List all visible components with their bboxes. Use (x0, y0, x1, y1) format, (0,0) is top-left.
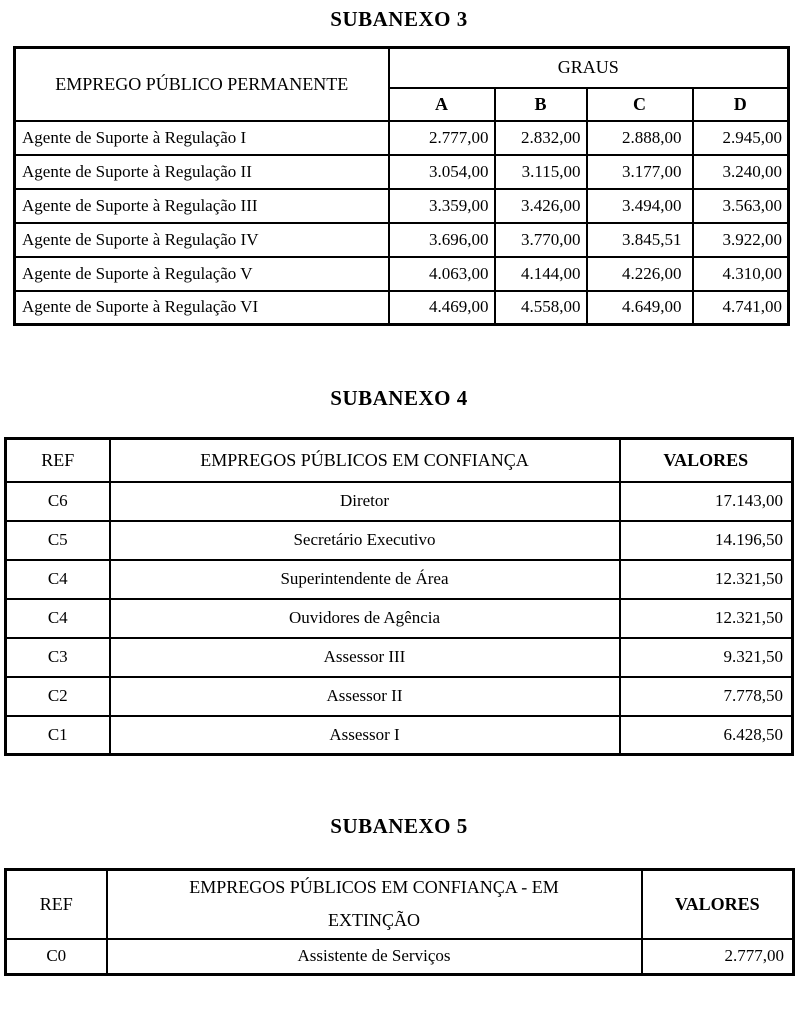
job-title-cell: Agente de Suporte à Regulação III (15, 189, 389, 223)
table-row (6, 677, 793, 716)
value-cell: 2.888,00 (587, 121, 693, 155)
table-header-row (6, 870, 794, 939)
ref-cell: C6 (6, 482, 110, 521)
value-cell: 3.922,00 (693, 223, 789, 257)
job-title-cell: Agente de Suporte à Regulação I (15, 121, 389, 155)
value-cell: 12.321,50 (620, 599, 793, 638)
table-row (15, 291, 789, 325)
value-cell: 3.563,00 (693, 189, 789, 223)
table-row (6, 716, 793, 755)
table-header-row (6, 439, 793, 482)
job-title-cell: Assessor I (110, 716, 620, 755)
subanexo-4-title: SUBANEXO 4 (330, 386, 468, 410)
value-cell: 4.558,00 (495, 291, 587, 325)
grade-a-header: A (389, 88, 495, 121)
value-cell: 9.321,50 (620, 638, 793, 677)
table-row (15, 121, 789, 155)
value-cell: 6.428,50 (620, 716, 793, 755)
value-cell: 4.144,00 (495, 257, 587, 291)
ref-header: REF (6, 870, 107, 939)
table-row (15, 189, 789, 223)
value-cell: 4.063,00 (389, 257, 495, 291)
header-text: EMPREGOS PÚBLICOS EM CONFIANÇA - EM EXTINÇÃO (189, 877, 559, 931)
job-title-cell: Agente de Suporte à Regulação IV (15, 223, 389, 257)
graus-header-row (15, 48, 789, 88)
ref-header: REF (6, 439, 110, 482)
value-cell: 3.177,00 (587, 155, 693, 189)
value-cell: 3.240,00 (693, 155, 789, 189)
job-title-cell: Superintendente de Área (110, 560, 620, 599)
table-row (6, 521, 793, 560)
table-row (6, 638, 793, 677)
value-cell: 3.494,00 (587, 189, 693, 223)
value-cell: 3.770,00 (495, 223, 587, 257)
value-cell: 3.115,00 (495, 155, 587, 189)
empregos-confianca-header: EMPREGOS PÚBLICOS EM CONFIANÇA (110, 439, 620, 482)
value-cell: 7.778,50 (620, 677, 793, 716)
job-title-cell: Diretor (110, 482, 620, 521)
grade-d-header: D (693, 88, 789, 121)
value-cell: 4.469,00 (389, 291, 495, 325)
emprego-publico-permanente-header: EMPREGO PÚBLICO PERMANENTE (15, 48, 389, 121)
job-title-cell: Ouvidores de Agência (110, 599, 620, 638)
table-row (15, 155, 789, 189)
subanexo-4-table (4, 437, 794, 756)
value-cell: 3.845,51 (587, 223, 693, 257)
value-cell: 3.359,00 (389, 189, 495, 223)
job-title-cell: Assessor II (110, 677, 620, 716)
table-row (6, 939, 794, 975)
empregos-confianca-extincao-header (107, 870, 642, 939)
value-cell: 2.832,00 (495, 121, 587, 155)
ref-cell: C1 (6, 716, 110, 755)
value-cell: 14.196,50 (620, 521, 793, 560)
subanexo-5-table (4, 868, 795, 976)
subanexo-5-title: SUBANEXO 5 (330, 814, 468, 838)
job-title-cell: Assessor III (110, 638, 620, 677)
value-cell: 17.143,00 (620, 482, 793, 521)
ref-cell: C5 (6, 521, 110, 560)
job-title-cell: Agente de Suporte à Regulação VI (15, 291, 389, 325)
table-row (6, 482, 793, 521)
valores-header: VALORES (620, 439, 793, 482)
table-row (6, 599, 793, 638)
ref-cell: C2 (6, 677, 110, 716)
job-title-cell: Secretário Executivo (110, 521, 620, 560)
grade-c-header: C (587, 88, 693, 121)
value-cell: 12.321,50 (620, 560, 793, 599)
valores-header: VALORES (642, 870, 794, 939)
job-title-cell: Assistente de Serviços (107, 939, 642, 975)
graus-header: GRAUS (389, 48, 789, 88)
value-cell: 4.741,00 (693, 291, 789, 325)
value-cell: 2.945,00 (693, 121, 789, 155)
value-cell: 4.310,00 (693, 257, 789, 291)
table-row (15, 223, 789, 257)
subanexo-3-title: SUBANEXO 3 (330, 7, 468, 31)
job-title-cell: Agente de Suporte à Regulação II (15, 155, 389, 189)
value-cell: 2.777,00 (389, 121, 495, 155)
value-cell: 3.696,00 (389, 223, 495, 257)
value-cell: 3.426,00 (495, 189, 587, 223)
ref-cell: C4 (6, 599, 110, 638)
value-cell: 4.649,00 (587, 291, 693, 325)
value-cell: 2.777,00 (642, 939, 794, 975)
value-cell: 4.226,00 (587, 257, 693, 291)
ref-cell: C0 (6, 939, 107, 975)
ref-cell: C3 (6, 638, 110, 677)
table-row (15, 257, 789, 291)
grade-b-header: B (495, 88, 587, 121)
subanexo-3-table (13, 46, 790, 326)
table-row (6, 560, 793, 599)
job-title-cell: Agente de Suporte à Regulação V (15, 257, 389, 291)
ref-cell: C4 (6, 560, 110, 599)
value-cell: 3.054,00 (389, 155, 495, 189)
